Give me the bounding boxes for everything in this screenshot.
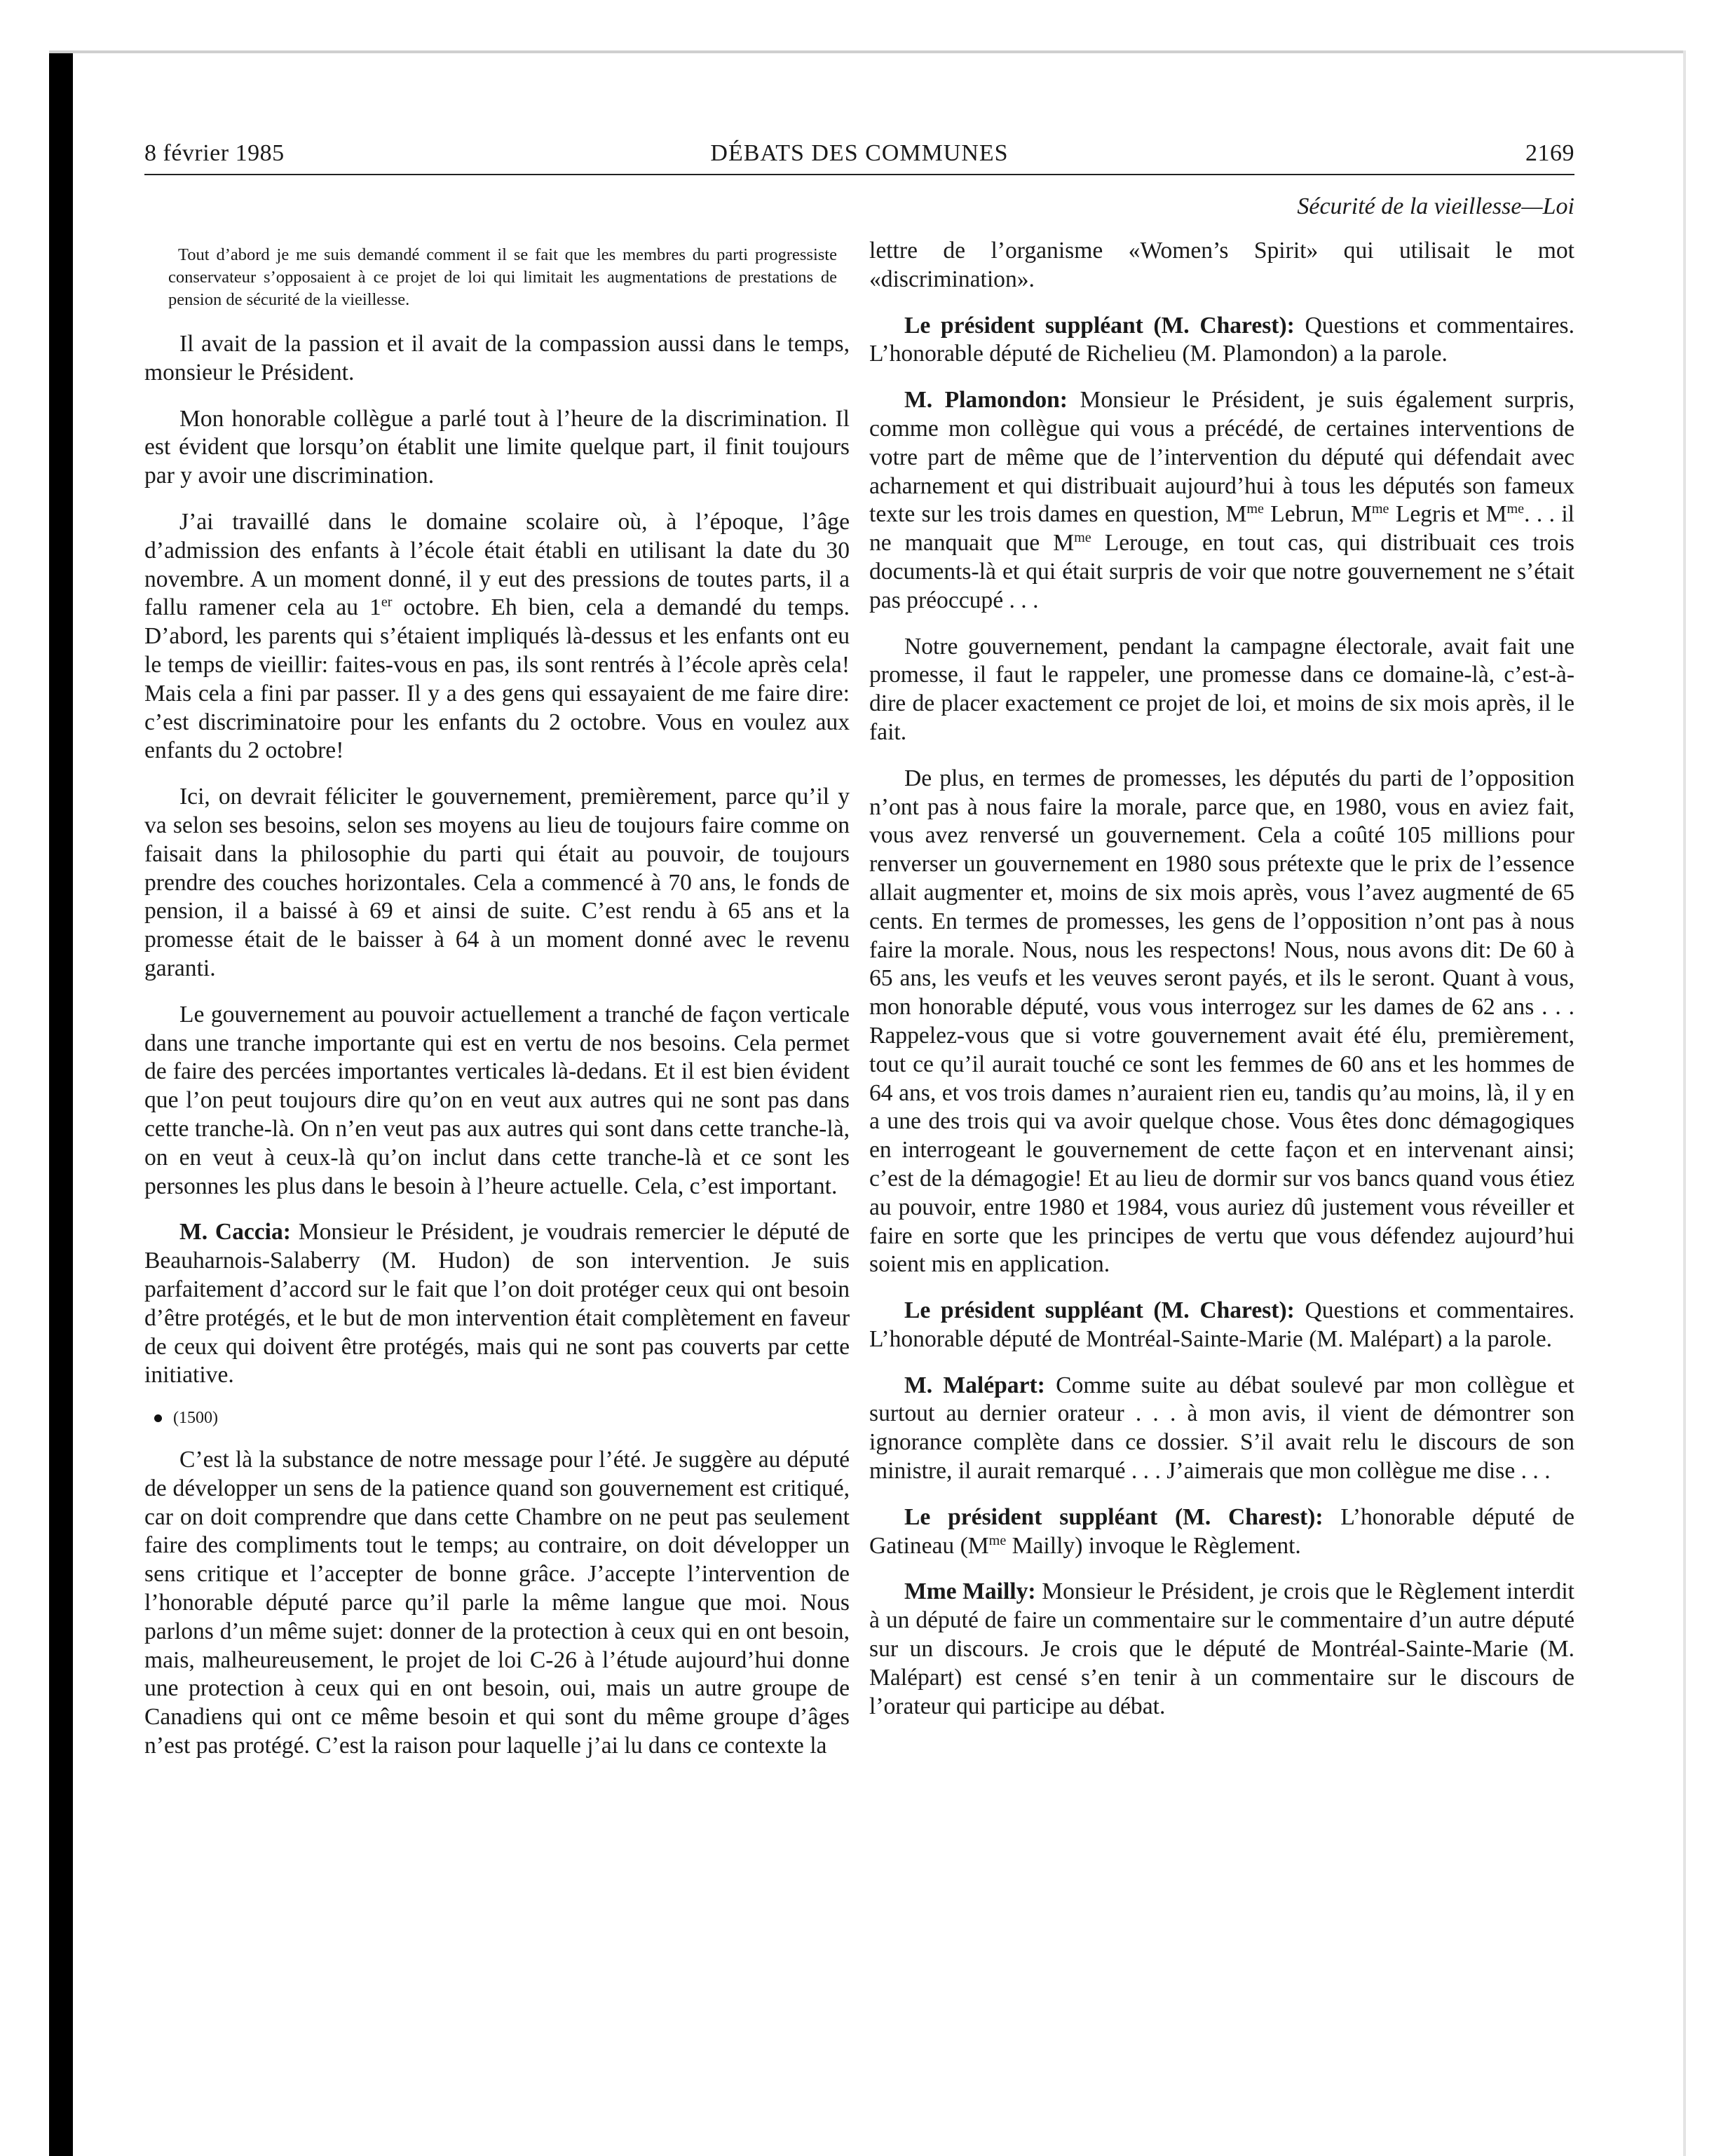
quoted-passage: Tout d’abord je me suis demandé comment il se fait que les membres du parti progressiste conservateur s’opposaient à ce projet de loi qui limitait les augmentations de prestations de pension de sécurité de la vieillesse. — [168, 245, 837, 309]
speech-paragraph: M. Caccia: Monsieur le Président, je voudrais remercier le député de Beauharnois-Salaberry (M. Hudon) de son intervention. Je suis parfaitement d’accord sur le fait que l’on doit protéger ceux qui ont besoin d’être protégés, et le but de mon intervention était complètement en faveur de ceux qui doivent être protégés, mais qui ne sont pas couverts par cette initiative. — [144, 1219, 850, 1389]
paragraph: Ici, on devrait féliciter le gouvernement, premièrement, parce qu’il y va selon ses besoins, selon ses moyens au lieu de toujours faire comme on faisait dans la philosophie du parti qui était au pouvoir, de toujours prendre des couches horizontales. Cela a commencé à 70 ans, le fonds de pension, il a baissé à 69 et ainsi de suite. C’est rendu à 65 ans et la promesse était de le baisser à 64 à un moment donné avec le revenu garanti. — [144, 784, 850, 981]
paragraph: De plus, en termes de promesses, les députés du parti de l’opposition n’ont pas à nous faire la morale, parce que, en 1980, vous en aviez fait, vous avez renversé un gouvernement. Cela a coûté 105 millions pour renverser un gouvernement en 1980 sous prétexte que le prix de l’essence allait augmenter et, moins de six mois après, vous l’avez augmenté de 65 cents. En termes de promesses, les gens de l’opposition n’ont pas à nous faire la morale. Nous, nous les respectons! Nous, nous avons dit: De 60 à 65 ans, les veufs et les veuves seront payés, et ils le seront. Quant à vous, mon honorable député, vous vous interrogez sur les dames de 62 ans . . . Rappelez-vous que si votre gouvernement avait été élu, premièrement, tout ce qu’il aurait touché ce sont les femmes de 60 ans et les hommes de 64 ans, et vos trois dames n’auraient rien eu, tandis qu’au moins, là, il y en a une des trois qui va avoir quelque chose. Vous êtes donc démagogiques en interrogeant le gouvernement de cette façon et en intervenant ainsi; c’est de la démagogie! Et au lieu de dormir sur vos bancs quand vous étiez au pouvoir, entre 1980 et 1984, vous auriez dû justement vous réveiller et faire en sorte que les principes de vertu que vous défendez aujourd’hui soient mis en application. — [869, 765, 1574, 1278]
speaker-name: Mme Mailly: — [904, 1578, 1036, 1605]
paragraph: Notre gouvernement, pendant la campagne électorale, avait fait une promesse, il faut le rappeler, une promesse dans ce domaine-là, c’est-à-dire de placer exactement ce projet de loi, et moins de six mois après, il le fait. — [869, 633, 1574, 745]
running-header — [144, 140, 1574, 174]
header-rule — [144, 174, 1574, 175]
speech-paragraph: M. Malépart: Comme suite au débat soulevé par mon collègue et surtout au dernier orateur . . . à mon avis, il vient de démontrer son ignorance complète dans ce dossier. S’il avait relu le discours de son ministre, il aurait remarqué . . . J’aimerais que mon collègue me dise . . . — [869, 1372, 1574, 1485]
scan-edge-left — [49, 50, 73, 2156]
scan-edge-right — [1683, 50, 1686, 2156]
speech-paragraph: Mme Mailly: Monsieur le Président, je crois que le Règlement interdit à un député de faire un commentaire sur le commentaire d’un autre député sur un discours. Je crois que le député de Montréal-Sainte-Marie (M. Malépart) est censé s’en tenir à un commentaire sur le discours de l’orateur qui participe au débat. — [869, 1578, 1574, 1719]
left-column — [144, 237, 850, 1778]
bullet-icon — [154, 1414, 162, 1422]
time-marker: (1500) — [144, 1407, 850, 1428]
speaker-name: Le président suppléant (M. Charest): — [904, 1297, 1295, 1324]
header-title: DÉBATS DES COMMUNES — [710, 140, 1009, 166]
header-date: 8 février 1985 — [144, 140, 285, 166]
subject-heading: Sécurité de la vieillesse—Loi — [1297, 193, 1574, 219]
speaker-name: Le président suppléant (M. Charest): — [904, 1503, 1324, 1530]
paragraph: Mon honorable collègue a parlé tout à l’heure de la discrimination. Il est évident que lorsqu’on établit une limite quelque part, il finit toujours par y avoir une discrimination. — [144, 405, 850, 489]
page-number: 2169 — [1525, 140, 1574, 166]
speech-paragraph: M. Plamondon: Monsieur le Président, je suis également surpris, comme mon collègue qui vous a précédé, de certaines interventions de votre part de même que de l’intervention du député qui défendait avec acharnement et qui distribuait aujourd’hui à tous les députés son fameux texte sur les trois dames en question, $M^{me}$ Lebrun, $M^{me}$ Legris et $M^{me}$. . . il ne manquait que $M^{me}$ Lerouge, en tout cas, qui distribuait ces trois documents-là et qui était surpris de voir que notre gouvernement ne s’était pas préoccupé . . . — [869, 387, 1574, 613]
paragraph: lettre de l’organisme «Women’s Spirit» qui utilisait le mot «discrimination». — [869, 238, 1574, 292]
paragraph: J’ai travaillé dans le domaine scolaire où, à l’époque, l’âge d’admission des enfants à l’école était établi en utilisant la date du 30 novembre. A un moment donné, il y eut des pressions de toutes parts, il a fallu ramener cela au 1er octobre. Eh bien, cela a demandé du temps. D’abord, les parents qui s’étaient impliqués là-dessus et les enfants ont eu le temps de vieillir: faites-vous en pas, ils sont rentrés à l’école après cela! Mais cela a fini par passer. Il y a des gens qui essayaient de me faire dire: c’est discriminatoire pour les enfants du 2 octobre. Vous en voulez aux enfants du 2 octobre! — [144, 508, 850, 764]
speaker-name: M. Plamondon: — [904, 387, 1068, 414]
speech-paragraph: Le président suppléant (M. Charest): Questions et commentaires. L’honorable député de Richelieu (M. Plamondon) a la parole. — [869, 312, 1574, 367]
paragraph: Il avait de la passion et il avait de la compassion aussi dans le temps, monsieur le Président. — [144, 331, 850, 386]
speaker-name: M. Malépart: — [904, 1372, 1045, 1398]
speech-paragraph: Le président suppléant (M. Charest): L’honorable député de Gatineau ($M^{me}$ Mailly) invoque le Règlement. — [869, 1503, 1574, 1559]
speech-paragraph: Le président suppléant (M. Charest): Questions et commentaires. L’honorable député de Montréal-Sainte-Marie (M. Malépart) a la parole. — [869, 1297, 1574, 1352]
scan-edge-top — [49, 50, 1686, 53]
paragraph: C’est là la substance de notre message pour l’été. Je suggère au député de développer un sens de la patience quand son gouvernement est critiqué, car on doit comprendre que dans cette Chambre on ne peut pas seulement faire des compliments tout le temps; au contraire, on doit développer un sens critique et l’accepter de bonne grâce. J’accepte l’intervention de l’honorable député parce qu’il parle la même langue que moi. Nous parlons d’un même sujet: donner de la protection à ceux qui en ont besoin, mais, malheureusement, le projet de loi C-26 à l’étude aujourd’hui donne une protection à ceux qui en ont besoin, oui, mais un autre groupe de Canadiens qui ont ce même besoin et qui sont du même groupe d’âges n’est pas protégé. C’est la raison pour laquelle j’ai lu dans ce contexte la — [144, 1447, 850, 1759]
paragraph: Le gouvernement au pouvoir actuellement a tranché de façon verticale dans une tranche importante qui est en vertu de nos besoins. Cela permet de faire des percées importantes verticales là-dedans. Et il est bien évident que l’on peut toujours dire qu’on en veut aux autres qui ne sont pas dans cette tranche-là. On n’en veut pas aux autres qui sont dans cette tranche-là, on en veut à ceux-là qu’on inclut dans cette tranche-là et ce sont les personnes les plus dans le besoin à l’heure actuelle. Cela, c’est important. — [144, 1001, 850, 1199]
speaker-name: Le président suppléant (M. Charest): — [904, 312, 1295, 339]
right-column — [869, 237, 1574, 1738]
speaker-name: M. Caccia: — [179, 1219, 291, 1246]
